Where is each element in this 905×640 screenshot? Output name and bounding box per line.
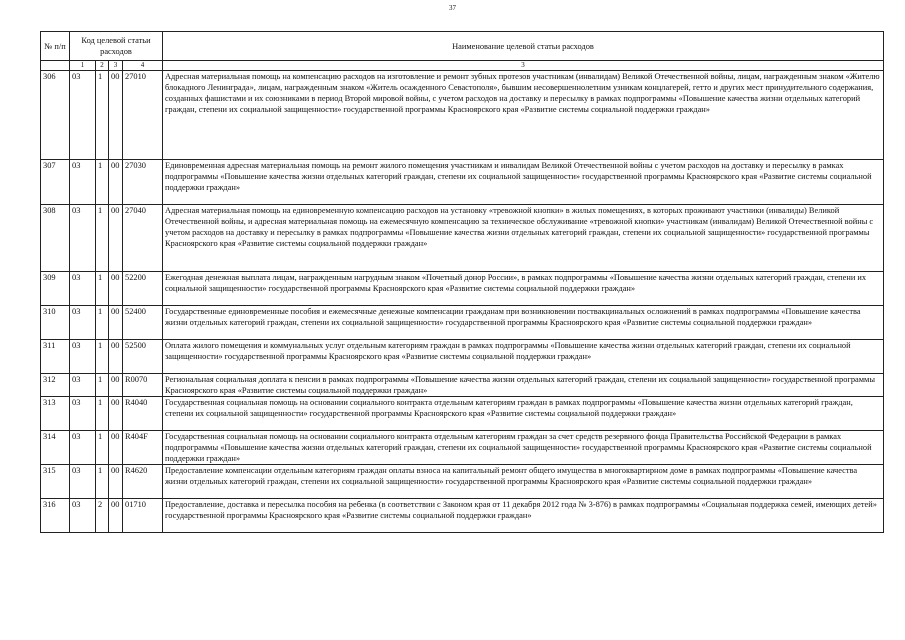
code-part-2: 1 [96, 374, 109, 397]
code-part-1: 03 [70, 499, 96, 533]
code-part-1: 03 [70, 374, 96, 397]
code-part-3: 00 [109, 397, 123, 431]
code-part-1: 03 [70, 205, 96, 272]
table-row [41, 71, 884, 160]
row-description: Государственная социальная помощь на основании социального контракта отдельным категориям граждан в рамках подпрограммы «Повышение качества жизни отдельных категорий граждан, степени их социальной защищенности» государственной программы Красноярского края «Развитие системы социальной поддержки граждан» [163, 397, 884, 431]
subheader-2: 2 [96, 61, 109, 71]
code-part-4: 27030 [123, 160, 163, 205]
row-number: 308 [41, 205, 70, 272]
row-description: Региональная социальная доплата к пенсии в рамках подпрограммы «Повышение качества жизни отдельных категорий граждан, степени их социальной защищенности» государственной программы Красноярского края «Развитие системы социальной поддержки граждан» [163, 374, 884, 397]
row-number: 309 [41, 272, 70, 306]
row-number: 316 [41, 499, 70, 533]
code-part-1: 03 [70, 397, 96, 431]
code-part-2: 1 [96, 340, 109, 374]
code-part-4: R4620 [123, 465, 163, 499]
code-part-4: R4040 [123, 397, 163, 431]
row-number: 306 [41, 71, 70, 160]
budget-table [40, 31, 884, 533]
header-num: № п/п [41, 32, 70, 61]
row-number: 311 [41, 340, 70, 374]
code-part-3: 00 [109, 272, 123, 306]
table-row [41, 306, 884, 340]
code-part-1: 03 [70, 465, 96, 499]
table-row [41, 465, 884, 499]
row-number: 312 [41, 374, 70, 397]
code-part-1: 03 [70, 431, 96, 465]
table-row [41, 272, 884, 306]
code-part-4: 27010 [123, 71, 163, 160]
code-part-1: 03 [70, 306, 96, 340]
table-header-row [41, 32, 884, 61]
code-part-1: 03 [70, 71, 96, 160]
code-part-2: 1 [96, 465, 109, 499]
code-part-3: 00 [109, 71, 123, 160]
subheader-name-col: 3 [163, 61, 884, 71]
code-part-4: 52400 [123, 306, 163, 340]
row-number: 314 [41, 431, 70, 465]
code-part-2: 1 [96, 160, 109, 205]
row-number: 307 [41, 160, 70, 205]
code-part-4: 01710 [123, 499, 163, 533]
code-part-1: 03 [70, 160, 96, 205]
code-part-2: 1 [96, 306, 109, 340]
table-row [41, 205, 884, 272]
row-description: Адресная материальная помощь на компенсацию расходов на изготовление и ремонт зубных протезов участникам (инвалидам) Великой Отечественной войны, лицам, награжденным знаком «Жителю блокадного Ленинграда», лицам, награжденным знаком «Житель осажденного Севастополя», бывшим несовершеннолетним узникам концлагерей, гетто и других мест принудительного содержания, созданных фашистами и их союзниками в период Второй мировой войны, с учетом расходов на доставку и пересылку в рамках подпрограммы «Повышение качества жизни отдельных категорий граждан, степени их социальной защищенности» государственной программы Красноярского края «Развитие системы социальной поддержки граждан» [163, 71, 884, 160]
code-part-4: R404F [123, 431, 163, 465]
code-part-4: 52500 [123, 340, 163, 374]
row-description: Государственные единовременные пособия и ежемесячные денежные компенсации гражданам при возникновении поствакцинальных осложнений в рамках подпрограммы «Повышение качества жизни отдельных категорий граждан, степени их социальной защищенности» государственной программы Красноярского края «Развитие системы социальной поддержки граждан» [163, 306, 884, 340]
code-part-3: 00 [109, 499, 123, 533]
table-row [41, 397, 884, 431]
code-part-3: 00 [109, 465, 123, 499]
table-row [41, 160, 884, 205]
header-code: Код целевой статьи расходов [70, 32, 163, 61]
subheader-empty [41, 61, 70, 71]
row-description: Оплата жилого помещения и коммунальных услуг отдельным категориям граждан в рамках подпрограммы «Повышение качества жизни отдельных категорий граждан, степени их социальной защищенности» государственной программы Красноярского края «Развитие системы социальной поддержки граждан» [163, 340, 884, 374]
table-subheader-row [41, 61, 884, 71]
subheader-4: 4 [123, 61, 163, 71]
code-part-1: 03 [70, 340, 96, 374]
code-part-1: 03 [70, 272, 96, 306]
code-part-2: 2 [96, 499, 109, 533]
subheader-1: 1 [70, 61, 96, 71]
code-part-3: 00 [109, 431, 123, 465]
code-part-2: 1 [96, 397, 109, 431]
row-description: Предоставление компенсации отдельным категориям граждан оплаты взноса на капитальный ремонт общего имущества в многоквартирном доме в рамках подпрограммы «Повышение качества жизни отдельных категорий граждан, степени их социальной защищенности» государственной программы Красноярского края «Развитие системы социальной поддержки граждан» [163, 465, 884, 499]
table-row [41, 499, 884, 533]
row-number: 315 [41, 465, 70, 499]
code-part-3: 00 [109, 160, 123, 205]
code-part-2: 1 [96, 71, 109, 160]
table-row [41, 340, 884, 374]
subheader-3: 3 [109, 61, 123, 71]
code-part-2: 1 [96, 272, 109, 306]
code-part-2: 1 [96, 431, 109, 465]
row-description: Государственная социальная помощь на основании социального контракта отдельным категориям граждан за счет средств резервного фонда Правительства Российской Федерации в рамках подпрограммы «Повышение качества жизни отдельных категорий граждан, степени их социальной защищенности» государственной программы Красноярского края «Развитие системы социальной поддержки граждан» [163, 431, 884, 465]
code-part-3: 00 [109, 340, 123, 374]
header-name: Наименование целевой статьи расходов [163, 32, 884, 61]
page-number: 37 [449, 4, 456, 12]
code-part-4: 27040 [123, 205, 163, 272]
row-description: Единовременная адресная материальная помощь на ремонт жилого помещения участникам и инвалидам Великой Отечественной войны с учетом расходов на доставку и пересылку в рамках подпрограммы «Повышение качества жизни отдельных категорий граждан, степени их социальной защищенности» государственной программы Красноярского края «Развитие системы социальной поддержки граждан» [163, 160, 884, 205]
row-number: 313 [41, 397, 70, 431]
row-description: Предоставление, доставка и пересылка пособия на ребенка (в соответствии с Законом края от 11 декабря 2012 года № 3-876) в рамках подпрограммы «Социальная поддержка семей, имеющих детей» государственной программы Красноярского края «Развитие системы социальной поддержки граждан» [163, 499, 884, 533]
code-part-2: 1 [96, 205, 109, 272]
code-part-3: 00 [109, 306, 123, 340]
table-row [41, 374, 884, 397]
row-description: Ежегодная денежная выплата лицам, награжденным нагрудным знаком «Почетный донор России», в рамках подпрограммы «Повышение качества жизни отдельных категорий граждан, степени их социальной защищенности» государственной программы Красноярского края «Развитие системы социальной поддержки граждан» [163, 272, 884, 306]
table-row [41, 431, 884, 465]
row-number: 310 [41, 306, 70, 340]
code-part-3: 00 [109, 205, 123, 272]
code-part-4: R0070 [123, 374, 163, 397]
code-part-3: 00 [109, 374, 123, 397]
code-part-4: 52200 [123, 272, 163, 306]
row-description: Адресная материальная помощь на единовременную компенсацию расходов на установку «тревожной кнопки» в жилых помещениях, в которых проживают участники (инвалиды) Великой Отечественной войны, и адресная материальная помощь на ежемесячную компенсацию за техническое обслуживание «тревожной кнопки» участникам (инвалидам) Великой Отечественной войны с учетом расходов на доставку и пересылку в рамках подпрограммы «Повышение качества жизни отдельных категорий граждан, степени их социальной защищенности» государственной программы Красноярского края «Развитие системы социальной поддержки граждан» [163, 205, 884, 272]
